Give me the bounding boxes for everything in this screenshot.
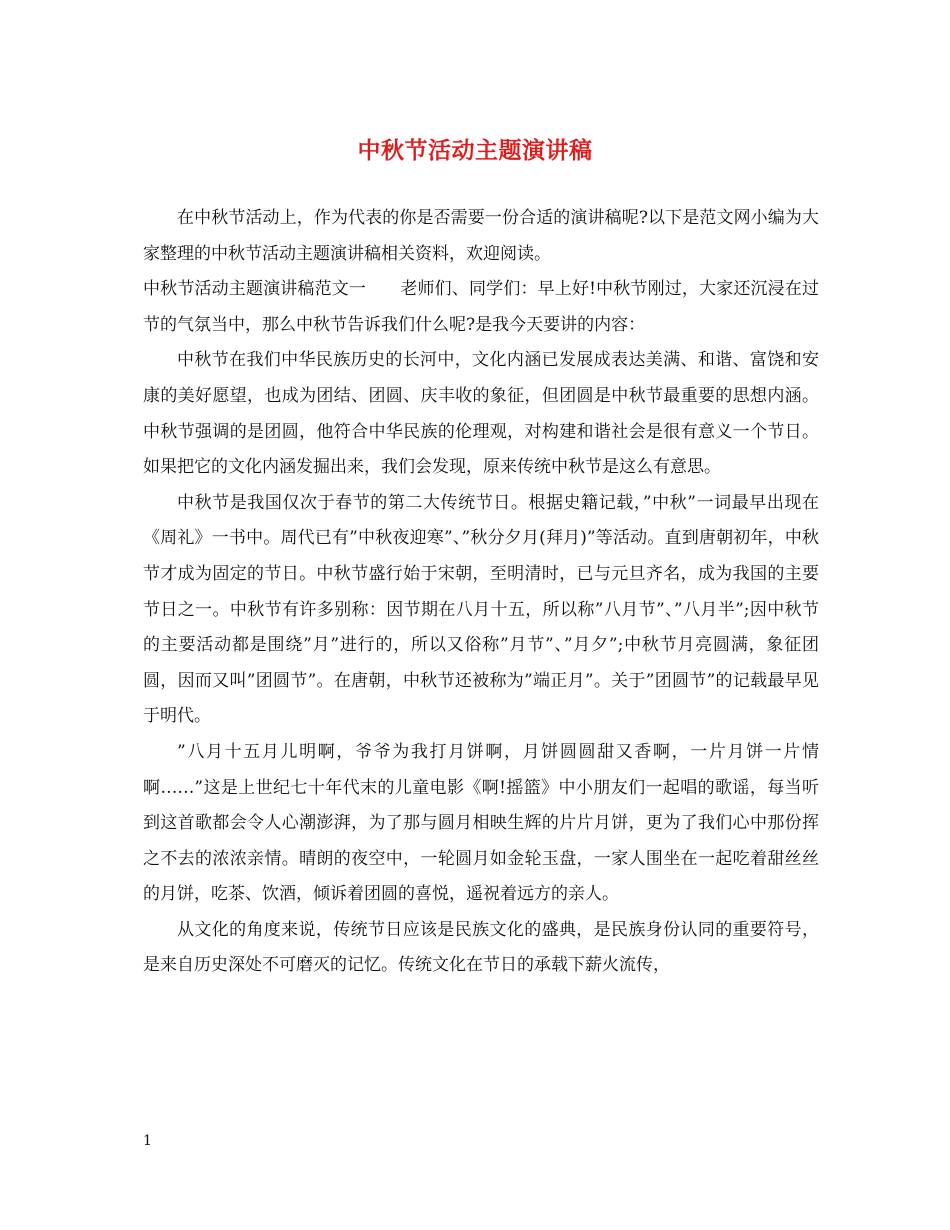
page-number: 1 <box>143 1133 152 1149</box>
paragraph-song: ”八月十五月儿明啊，爷爷为我打月饼啊，月饼圆圆甜又香啊，一片月饼一片情啊……”这是上世纪七十年代末的儿童电影《啊!摇篮》中小朋友们一起唱的歌谣，每当听到这首歌都会令人心潮澎湃，为了那与圆月相映生辉的片片月饼，更为了我们心中那份挥之不去的浓浓亲情。晴朗的夜空中，一轮圆月如金轮玉盘，一家人围坐在一起吃着甜丝丝的月饼，吃茶、饮酒，倾诉着团圆的喜悦，遥祝着远方的亲人。 <box>143 741 819 905</box>
document-body <box>143 201 819 984</box>
paragraph-meaning: 中秋节在我们中华民族历史的长河中，文化内涵已发展成表达美满、和谐、富饶和安康的美好愿望，也成为团结、团圆、庆丰收的象征，但团圆是中秋节最重要的思想内涵。中秋节强调的是团圆，他符合中华民族的伦理观，对构建和谐社会是很有意义一个节日。如果把它的文化内涵发掘出来，我们会发现，原来传统中秋节是这么有意思。 <box>143 350 819 478</box>
paragraph-greeting: 中秋节活动主题演讲稿范文一 老师们、同学们：早上好!中秋节刚过，大家还沉浸在过节的气氛当中，那么中秋节告诉我们什么呢?是我今天要讲的内容： <box>143 279 819 335</box>
document-title: 中秋节活动主题演讲稿 <box>357 137 593 164</box>
paragraph-intro: 在中秋节活动上，作为代表的你是否需要一份合适的演讲稿呢?以下是范文网小编为大家整理的中秋节活动主题演讲稿相关资料，欢迎阅读。 <box>143 208 819 264</box>
paragraph-culture: 从文化的角度来说，传统节日应该是民族文化的盛典，是民族身份认同的重要符号，是来自历史深处不可磨灭的记忆。传统文化在节日的承载下薪火流传， <box>143 919 819 976</box>
paragraph-history: 中秋节是我国仅次于春节的第二大传统节日。根据史籍记载，”中秋”一词最早出现在《周礼》一书中。周代已有”中秋夜迎寒”、”秋分夕月(拜月)”等活动。直到唐朝初年，中秋节才成为固定的节日。中秋节盛行始于宋朝，至明清时，已与元旦齐名，成为我国的主要节日之一。中秋节有许多别称：因节期在八月十五，所以称”八月节”、”八月半”;因中秋节的主要活动都是围绕”月”进行的，所以又俗称”月节”、”月夕”;中秋节月亮圆满，象征团圆，因而又叫”团圆节”。在唐朝，中秋节还被称为”端正月”。关于”团圆节”的记载最早见于明代。 <box>143 492 819 727</box>
